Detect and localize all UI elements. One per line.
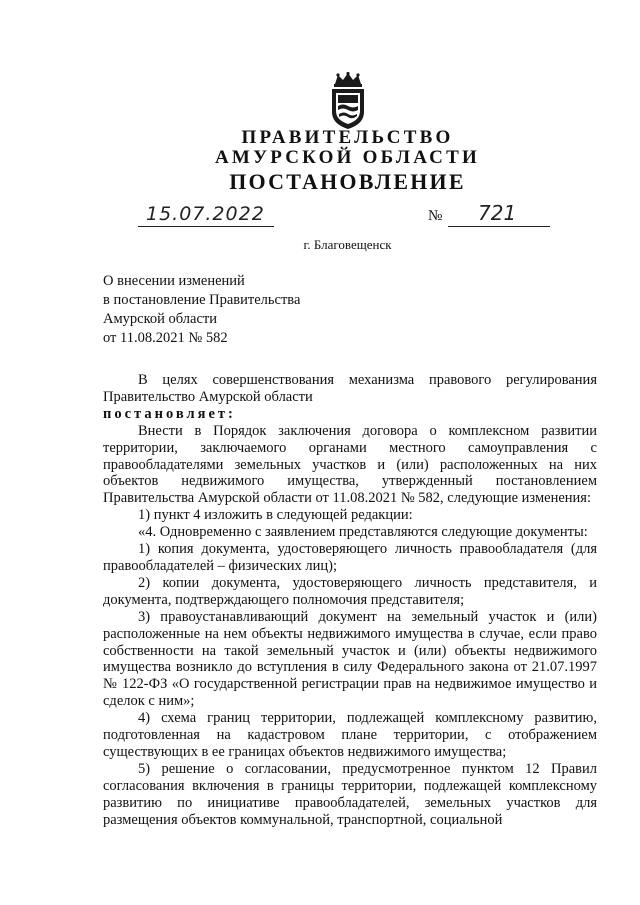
organization-name-line1: ПРАВИТЕЛЬСТВО — [241, 127, 454, 148]
document-date: 15.07.2022 — [146, 203, 265, 225]
city-name: г. Благовещенск — [303, 237, 392, 252]
body-paragraph: 3) правоустанавливающий документ на земельный участок и (или) расположенные на нем объекты недвижимого имущества в случае, если право собственности на такой земельный участок и (или) объекты недвижимого имущества возникло до вступления в силу Федерального закона от 21.07.1997 № 122-ФЗ «О государственной регистрации прав на недвижимое имущество и сделок с ним»; — [103, 608, 597, 710]
body-paragraph: 4) схема границ территории, подлежащей комплексному развитию, подготовленная на кадастровом плане территории, с отображением существующих в ее границах объектов недвижимого имущества; — [103, 710, 597, 760]
document-type-title: ПОСТАНОВЛЕНИЕ — [229, 169, 466, 194]
subject-line: Амурской области — [103, 311, 217, 327]
subject-line: в постановление Правительства — [103, 292, 301, 308]
body-paragraph: Внести в Порядок заключения договора о комплексном развитии территории, заключаемого органами местного самоуправления с правообладателями земельных участков и (или) расположенных на них объектов недвижимого имущества, утвержденный постановлением Правительства Амурской области от 11.08.2021 № 582, следующие изменения: — [103, 422, 597, 507]
organization-name-line2: АМУРСКОЙ ОБЛАСТИ — [215, 147, 480, 168]
date-underline — [138, 226, 274, 227]
body-paragraph: 2) копии документа, удостоверяющего личность представителя, и документа, подтверждающего полномочия представителя; — [103, 574, 597, 608]
document-subject — [103, 272, 300, 348]
body-paragraph: 1) пункт 4 изложить в следующей редакции: — [138, 507, 413, 524]
subject-line: от 11.08.2021 № 582 — [103, 330, 228, 346]
document-number: 721 — [478, 201, 517, 225]
subject-line: О внесении изменений — [103, 273, 245, 289]
body-paragraph: «4. Одновременно с заявлением представляются следующие документы: — [138, 524, 588, 541]
number-sign: № — [428, 208, 443, 224]
body-paragraph: 1) копия документа, удостоверяющего личность правообладателя (для правообладателей – физических лиц); — [103, 541, 597, 574]
coat-of-arms-emblem — [327, 72, 369, 130]
resolution-keyword: постановляет: — [103, 405, 236, 422]
body-paragraph: В целях совершенствования механизма правового регулирования Правительство Амурской области — [103, 372, 597, 405]
number-underline — [448, 226, 550, 227]
body-paragraph: 5) решение о согласовании, предусмотренное пунктом 12 Правил согласования включения в границы территории, подлежащей комплексному развитию по инициативе правообладателей, земельных участков для размещения объектов коммунальной, транспортной, социальной — [103, 760, 597, 828]
document-body — [103, 372, 597, 828]
